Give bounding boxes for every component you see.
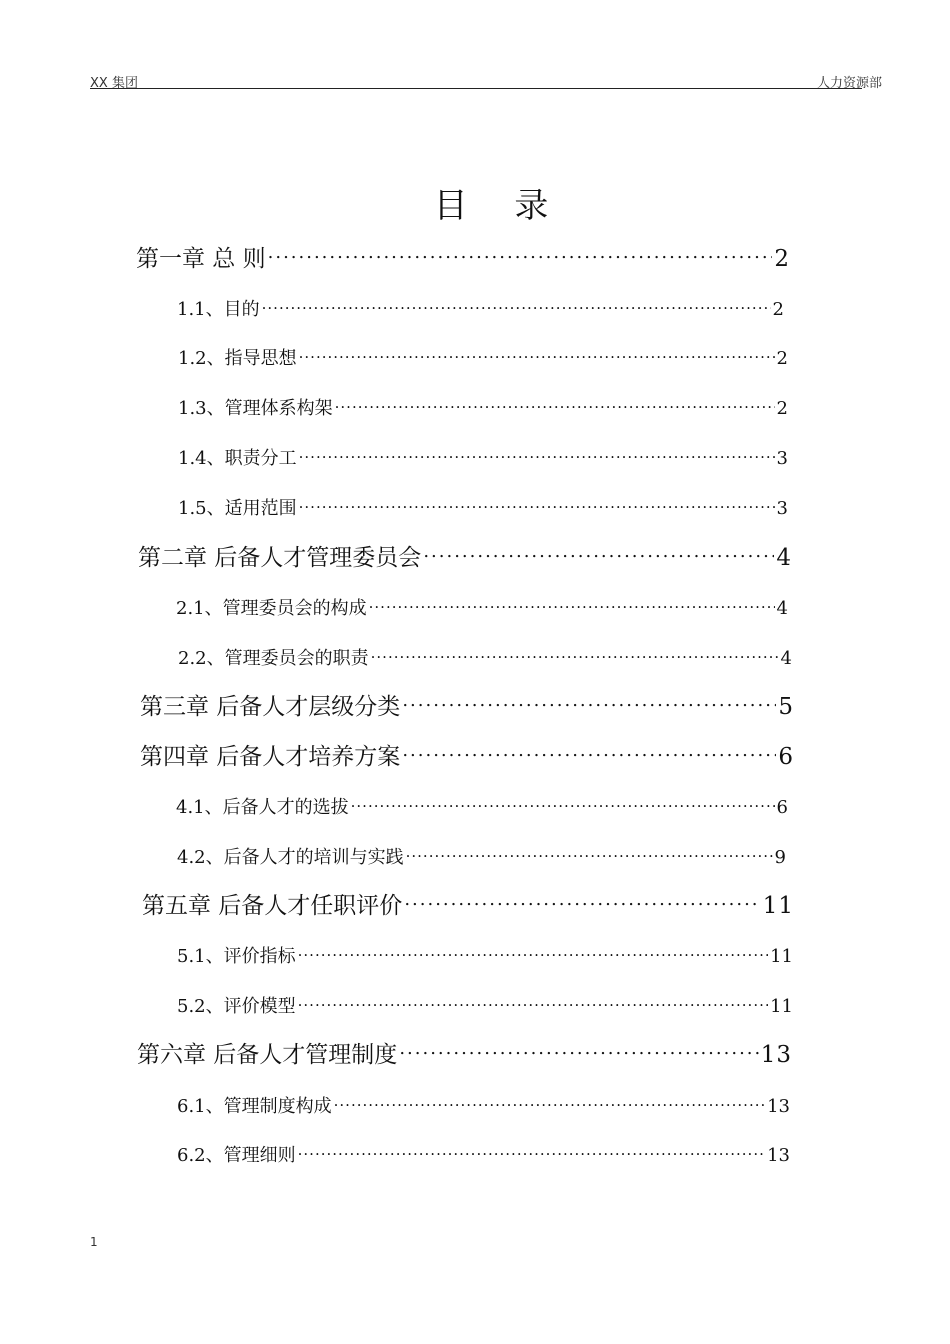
toc-label: 1.2、指导思想: [178, 348, 297, 369]
toc-title: 目 录: [433, 186, 567, 226]
toc-label: 第六章 后备人才管理制度: [137, 1042, 398, 1068]
toc-section-2-1[interactable]: [176, 594, 788, 620]
toc-section-6-2[interactable]: [177, 1141, 790, 1167]
toc-leader: [262, 297, 771, 315]
toc-chapter-3[interactable]: [140, 688, 794, 721]
toc-page: 9: [774, 847, 786, 868]
toc-section-1-3[interactable]: [178, 394, 788, 420]
toc-leader: [298, 994, 768, 1012]
toc-leader: [369, 596, 775, 614]
toc-page: 11: [770, 946, 793, 967]
toc-page: 13: [760, 1042, 792, 1068]
toc-leader: [423, 542, 774, 565]
toc-leader: [402, 691, 776, 714]
toc-chapter-2[interactable]: [138, 539, 792, 572]
toc-section-1-2[interactable]: [178, 344, 788, 370]
toc-page: 6: [776, 797, 788, 818]
toc-section-4-2[interactable]: [177, 843, 786, 869]
toc-label: 1.4、职责分工: [178, 448, 297, 469]
toc-chapter-5[interactable]: [142, 887, 794, 920]
toc-page: 4: [776, 598, 788, 619]
toc-leader: [371, 646, 779, 664]
toc-label: 1.5、适用范围: [178, 498, 297, 519]
toc-section-1-5[interactable]: [178, 494, 788, 520]
toc-leader: [299, 446, 775, 464]
toc-page: 4: [776, 545, 792, 571]
toc-label: 5.1、评价指标: [177, 946, 296, 967]
toc-leader: [299, 496, 775, 514]
page-number: 1: [90, 1235, 98, 1249]
toc-page: 6: [778, 744, 794, 770]
toc-section-5-2[interactable]: [177, 992, 793, 1018]
toc-page: 13: [767, 1096, 790, 1117]
toc-chapter-1[interactable]: [136, 240, 790, 273]
toc-label: 2.1、管理委员会的构成: [176, 598, 367, 619]
toc-label: 第二章 后备人才管理委员会: [138, 545, 422, 571]
toc-section-1-1[interactable]: [177, 295, 784, 321]
toc-label: 第五章 后备人才任职评价: [142, 893, 403, 919]
toc-label: 1.1、目的: [177, 299, 260, 320]
toc-page: 2: [774, 246, 790, 272]
header-company: XX 集团: [90, 76, 138, 91]
toc-label: 6.1、管理制度构成: [177, 1096, 332, 1117]
toc-leader: [399, 1039, 758, 1062]
toc-section-5-1[interactable]: [177, 942, 793, 968]
toc-page: 2: [776, 398, 788, 419]
toc-leader: [334, 1094, 765, 1112]
toc-label: 1.3、管理体系构架: [178, 398, 333, 419]
toc-leader: [298, 1143, 765, 1161]
toc-leader: [268, 243, 773, 266]
toc-label: 5.2、评价模型: [177, 996, 296, 1017]
toc-section-2-2[interactable]: [178, 644, 792, 670]
toc-page: 3: [776, 498, 788, 519]
toc-section-4-1[interactable]: [176, 793, 788, 819]
toc-leader: [298, 944, 768, 962]
toc-page: 13: [767, 1145, 790, 1166]
toc-page: 3: [776, 448, 788, 469]
toc-leader: [404, 890, 760, 913]
toc-leader: [406, 845, 773, 863]
toc-leader: [299, 346, 775, 364]
toc-leader: [351, 795, 775, 813]
toc-page: 2: [772, 299, 784, 320]
toc-label: 第三章 后备人才层级分类: [140, 694, 401, 720]
toc-page: 4: [780, 648, 792, 669]
toc-page: 5: [778, 694, 794, 720]
toc-leader: [335, 396, 775, 414]
toc-section-6-1[interactable]: [177, 1092, 790, 1118]
toc-section-1-4[interactable]: [178, 444, 788, 470]
header-department: 人力资源部: [816, 76, 882, 91]
toc-page: 2: [776, 348, 788, 369]
toc-label: 第四章 后备人才培养方案: [140, 744, 401, 770]
toc-chapter-4[interactable]: [140, 738, 794, 771]
toc-leader: [402, 741, 776, 764]
toc-page: 11: [770, 996, 793, 1017]
toc-label: 6.2、管理细则: [177, 1145, 296, 1166]
toc-page: 11: [762, 893, 794, 919]
toc-label: 4.2、后备人才的培训与实践: [177, 847, 404, 868]
toc-label: 第一章 总 则: [136, 246, 266, 272]
toc-label: 4.1、后备人才的选拔: [176, 797, 349, 818]
toc-label: 2.2、管理委员会的职责: [178, 648, 369, 669]
toc-chapter-6[interactable]: [137, 1036, 792, 1069]
